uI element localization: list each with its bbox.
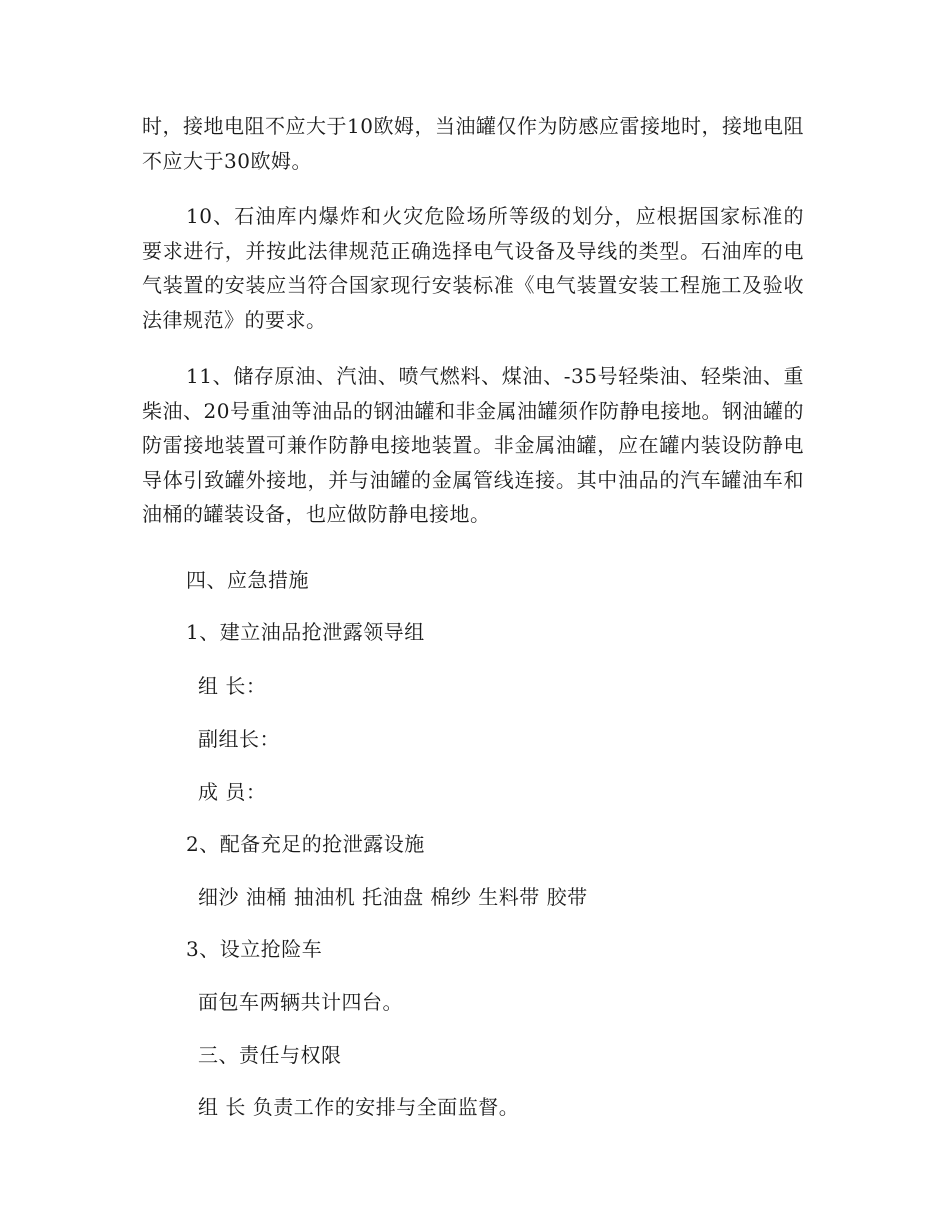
paragraph-item-10: 10、石油库内爆炸和火灾危险场所等级的划分，应根据国家标准的要求进行，并按此法律规范正确选择电气设备及导线的类型。石油库的电气装置的安装应当符合国家现行安装标准《电气装置安装工程施工及验收法律规范》的要求。 xyxy=(142,204,804,332)
equipment-list: 细沙 油桶 抽油机 托油盘 棉纱 生料带 胶带 xyxy=(198,885,588,909)
list-item-leadership-group: 1、建立油品抢泄露领导组 xyxy=(186,620,425,644)
field-members: 成 员： xyxy=(198,780,267,804)
vehicle-description: 面包车两辆共计四台。 xyxy=(198,990,403,1014)
list-item-rescue-vehicle: 3、设立抢险车 xyxy=(186,937,323,961)
list-item-equipment: 2、配备充足的抢泄露设施 xyxy=(186,832,425,856)
section-heading-responsibilities: 三、责任与权限 xyxy=(198,1043,342,1067)
field-leader: 组 长： xyxy=(198,674,267,698)
field-deputy-leader: 副组长： xyxy=(198,727,280,751)
paragraph-item-11: 11、储存原油、汽油、喷气燃料、煤油、-35号轻柴油、轻柴油、重柴油、20号重油等油品的钢油罐和非金属油罐须作防静电接地。钢油罐的防雷接地装置可兼作防静电接地装置。非金属油罐，应在罐内装设防静电导体引致罐外接地，并与油罐的金属管线连接。其中油品的汽车罐油车和油桶的罐装设备，也应做防静电接地。 xyxy=(142,364,804,526)
leader-responsibility: 组 长 负责工作的安排与全面监督。 xyxy=(198,1095,520,1119)
section-heading-emergency-measures: 四、应急措施 xyxy=(186,568,309,592)
paragraph-grounding-resistance: 时，接地电阻不应大于10欧姆，当油罐仅作为防感应雷接地时，接地电阻不应大于30欧姆。 xyxy=(142,114,804,173)
